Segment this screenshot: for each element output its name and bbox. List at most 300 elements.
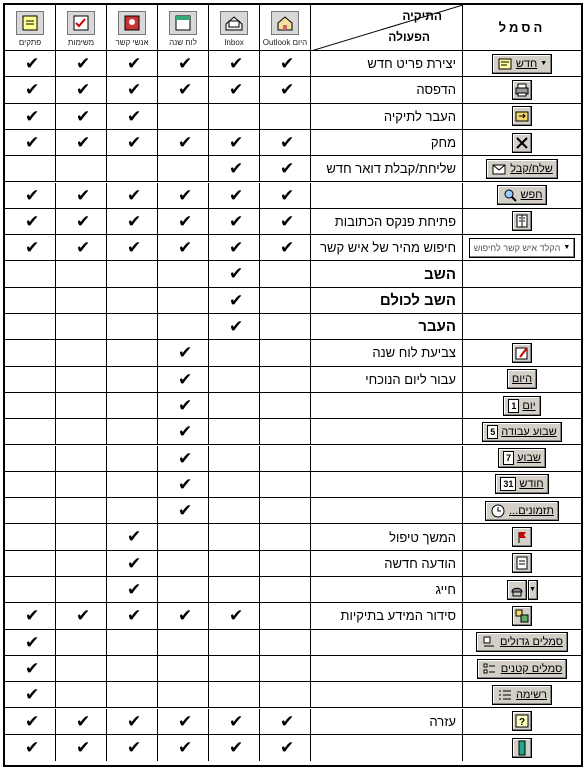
check-cell <box>158 288 209 314</box>
toolbar-symbol <box>512 527 532 547</box>
calendar-view-icon: 5 <box>487 425 498 439</box>
symbol-cell <box>463 446 581 472</box>
toolbar-button[interactable] <box>498 448 546 468</box>
quick-contact-search-combo[interactable] <box>469 238 576 258</box>
check-cell <box>209 682 260 708</box>
check-cell <box>107 709 158 735</box>
symbol-cell <box>463 709 581 735</box>
symbol-header-label: הסמל <box>498 20 546 35</box>
checkmark: ✔ <box>178 54 193 73</box>
check-cell <box>5 209 56 235</box>
checkmark: ✔ <box>280 211 295 231</box>
checkmark: ✔ <box>178 448 193 468</box>
checkmark: ✔ <box>280 80 295 100</box>
check-cell <box>56 183 107 209</box>
toolbar-button[interactable] <box>492 685 552 705</box>
symbol-cell <box>463 261 581 287</box>
toolbar-button-label: יום <box>522 399 536 412</box>
check-cell <box>5 524 56 550</box>
column-label: Outlook היום <box>262 38 308 47</box>
checkmark: ✔ <box>229 711 244 731</box>
move-to-folder-icon[interactable] <box>512 106 532 126</box>
check-cell <box>260 682 311 708</box>
calendar-icon <box>169 11 197 35</box>
check-cell <box>158 682 209 708</box>
checkmark: ✔ <box>178 132 193 152</box>
check-cell <box>5 261 56 287</box>
column-header-outlook-today <box>260 5 311 51</box>
checkmark: ✔ <box>178 737 193 757</box>
check-cell <box>56 130 107 156</box>
dial-icon[interactable] <box>507 580 527 600</box>
column-header-inbox <box>209 5 260 51</box>
check-cell <box>209 630 260 656</box>
check-cell <box>260 419 311 445</box>
find-icon <box>502 187 518 203</box>
check-cell <box>209 577 260 603</box>
check-cell <box>260 498 311 524</box>
check-cell <box>56 314 107 340</box>
check-cell <box>260 235 311 261</box>
checkmark: ✔ <box>76 737 91 757</box>
svg-text:?: ? <box>518 717 526 729</box>
checkmark: ✔ <box>229 211 244 231</box>
check-cell <box>56 577 107 603</box>
check-cell <box>158 340 209 366</box>
toolbar-button-label: חפש <box>520 189 543 202</box>
check-cell <box>107 682 158 708</box>
check-cell <box>209 288 260 314</box>
check-cell <box>5 51 56 77</box>
check-cell <box>158 261 209 287</box>
check-cell <box>107 419 158 445</box>
action-cell <box>311 630 463 656</box>
column-label: Inbox <box>224 38 244 47</box>
action-cell: הדפסה <box>311 77 463 103</box>
check-cell <box>5 577 56 603</box>
check-cell <box>107 735 158 761</box>
check-cell <box>158 656 209 682</box>
check-cell <box>209 524 260 550</box>
action-cell <box>311 419 463 445</box>
check-cell <box>56 393 107 419</box>
check-cell <box>56 603 107 629</box>
checkmark: ✔ <box>178 238 193 258</box>
checkmark: ✔ <box>76 106 91 126</box>
checkmark: ✔ <box>76 211 91 231</box>
color-calendar-icon[interactable] <box>512 343 532 363</box>
action-cell: עזרה <box>311 709 463 735</box>
action-cell: המשך טיפול <box>311 524 463 550</box>
symbol-cell <box>463 367 581 393</box>
symbol-cell <box>463 77 581 103</box>
check-cell <box>5 77 56 103</box>
check-cell <box>5 603 56 629</box>
check-cell <box>5 446 56 472</box>
check-cell <box>5 130 56 156</box>
check-cell <box>209 393 260 419</box>
check-cell <box>260 104 311 130</box>
toolbar-button-label: חדש <box>515 57 538 70</box>
checkmark: ✔ <box>229 80 244 100</box>
action-cell <box>311 393 463 419</box>
checkmark: ✔ <box>25 632 40 652</box>
check-cell <box>158 446 209 472</box>
check-cell <box>260 51 311 77</box>
checkmark: ✔ <box>178 422 193 442</box>
check-cell <box>209 183 260 209</box>
checkmark: ✔ <box>178 711 193 731</box>
symbol-cell <box>463 419 581 445</box>
check-cell <box>5 235 56 261</box>
check-cell <box>209 130 260 156</box>
check-cell <box>5 472 56 498</box>
check-cell <box>107 209 158 235</box>
checkmark: ✔ <box>178 185 193 205</box>
check-cell <box>158 51 209 77</box>
symbol-cell <box>463 156 581 182</box>
toolbar-button-label: סמלים קטנים <box>500 662 563 675</box>
toolbar-button-label: היום <box>511 373 533 386</box>
toolbar-symbol <box>512 106 532 126</box>
check-cell <box>158 735 209 761</box>
check-cell <box>107 340 158 366</box>
symbol-cell <box>463 472 581 498</box>
check-cell <box>158 709 209 735</box>
checkmark: ✔ <box>178 606 193 626</box>
list-icon <box>497 687 513 703</box>
action-cell: שליחת/קבלת דואר חדש <box>311 156 463 182</box>
toolbar-button[interactable] <box>495 474 548 494</box>
checkmark: ✔ <box>25 685 40 705</box>
column-label: פתקים <box>18 38 42 47</box>
toolbar-button-label: תזמונים... <box>509 504 554 517</box>
folder-header-label: התיקיה <box>402 9 442 23</box>
dropdown-arrow-icon: ▼ <box>563 244 571 252</box>
check-cell <box>56 340 107 366</box>
symbol-cell <box>463 524 581 550</box>
symbol-cell <box>463 314 581 340</box>
check-cell <box>107 551 158 577</box>
check-cell <box>107 77 158 103</box>
check-cell <box>56 682 107 708</box>
check-cell <box>158 393 209 419</box>
check-cell <box>56 288 107 314</box>
action-cell: חיפוש מהיר של איש קשר <box>311 235 463 261</box>
symbol-cell <box>463 104 581 130</box>
checkmark: ✔ <box>127 527 142 547</box>
checkmark: ✔ <box>178 501 193 521</box>
new-message-icon[interactable] <box>512 553 532 573</box>
symbol-cell <box>463 735 581 761</box>
check-cell <box>5 314 56 340</box>
check-cell <box>56 235 107 261</box>
checkmark: ✔ <box>25 80 40 100</box>
combo-placeholder: הקלד איש קשר לחיפוש <box>473 242 561 253</box>
check-cell <box>107 104 158 130</box>
checkmark: ✔ <box>76 80 91 100</box>
symbol-cell <box>463 682 581 708</box>
check-cell <box>107 393 158 419</box>
check-cell <box>209 156 260 182</box>
toolbar-button-label: רשימה <box>515 688 548 701</box>
checkmark: ✔ <box>127 711 142 731</box>
check-cell <box>5 656 56 682</box>
action-cell: יצירת פריט חדש <box>311 51 463 77</box>
check-cell <box>158 235 209 261</box>
toolbar-button-label: סמלים גדולים <box>499 636 564 649</box>
symbol-cell <box>463 551 581 577</box>
check-cell <box>5 393 56 419</box>
toolbar-button[interactable] <box>482 422 562 442</box>
check-cell <box>158 130 209 156</box>
check-cell <box>56 735 107 761</box>
checkmark: ✔ <box>76 606 91 626</box>
small-icons-icon <box>482 661 498 677</box>
toolbar-button[interactable] <box>507 369 537 389</box>
action-cell: מחק <box>311 130 463 156</box>
check-cell <box>56 446 107 472</box>
dropdown-arrow-icon[interactable]: ▼ <box>528 580 538 600</box>
check-cell <box>260 130 311 156</box>
check-cell <box>107 524 158 550</box>
checkmark: ✔ <box>25 132 40 152</box>
toolbar-symbol <box>512 211 532 231</box>
check-cell <box>107 156 158 182</box>
action-cell <box>311 446 463 472</box>
help-icon[interactable] <box>512 711 532 731</box>
check-cell <box>107 235 158 261</box>
check-cell <box>56 630 107 656</box>
checkmark: ✔ <box>76 54 91 73</box>
column-header-notes <box>5 5 56 51</box>
check-cell <box>158 524 209 550</box>
check-cell <box>107 577 158 603</box>
toolbar-button[interactable] <box>492 54 552 74</box>
checkmark: ✔ <box>76 238 91 258</box>
symbol-header <box>463 5 581 51</box>
check-cell <box>209 367 260 393</box>
check-cell <box>56 498 107 524</box>
symbol-cell <box>463 183 581 209</box>
check-cell <box>5 156 56 182</box>
check-cell <box>260 446 311 472</box>
toolbar-button[interactable] <box>485 501 559 521</box>
check-cell <box>260 261 311 287</box>
checkmark: ✔ <box>25 54 40 73</box>
follow-up-flag-icon[interactable] <box>512 527 532 547</box>
check-cell <box>107 472 158 498</box>
checkmark: ✔ <box>127 580 142 599</box>
check-cell <box>209 472 260 498</box>
check-cell <box>107 288 158 314</box>
checkmark: ✔ <box>25 185 40 205</box>
toolbar-button-label: שבוע עבודה <box>501 425 557 438</box>
check-cell <box>158 209 209 235</box>
outlook-bar-icon[interactable] <box>512 738 532 758</box>
check-cell <box>56 261 107 287</box>
checkmark: ✔ <box>229 290 244 310</box>
checkmark: ✔ <box>280 737 295 757</box>
check-cell <box>56 524 107 550</box>
action-header-label: הפעולה <box>388 30 430 44</box>
checkmark: ✔ <box>280 159 295 179</box>
symbol-cell <box>463 393 581 419</box>
toolbar-symbol <box>512 606 532 626</box>
printer-icon[interactable] <box>512 80 532 100</box>
check-cell <box>209 735 260 761</box>
checkmark: ✔ <box>229 264 244 284</box>
column-header-tasks <box>56 5 107 51</box>
check-cell <box>56 156 107 182</box>
symbol-cell <box>463 51 581 77</box>
notes-icon <box>16 11 44 35</box>
check-cell <box>209 603 260 629</box>
check-cell <box>5 183 56 209</box>
column-header-calendar <box>158 5 209 51</box>
dropdown-arrow-icon: ▼ <box>540 60 548 68</box>
check-cell <box>209 77 260 103</box>
check-cell <box>56 472 107 498</box>
checkmark: ✔ <box>229 132 244 152</box>
check-cell <box>107 261 158 287</box>
toolbar-button[interactable] <box>477 659 568 679</box>
action-cell: העבר לתיקיה <box>311 104 463 130</box>
check-cell <box>158 156 209 182</box>
check-cell <box>260 603 311 629</box>
check-cell <box>107 630 158 656</box>
check-cell <box>56 419 107 445</box>
check-cell <box>158 630 209 656</box>
toolbar-symbol <box>512 133 532 153</box>
action-cell <box>311 735 463 761</box>
toolbar-button[interactable] <box>476 632 568 652</box>
symbol-cell <box>463 235 581 261</box>
check-cell <box>5 682 56 708</box>
address-book-icon[interactable] <box>512 211 532 231</box>
toolbar-symbol <box>512 80 532 100</box>
action-folder-header <box>311 5 463 51</box>
symbol-cell <box>463 630 581 656</box>
check-cell <box>209 446 260 472</box>
checkmark: ✔ <box>127 553 142 573</box>
symbol-cell <box>463 340 581 366</box>
check-cell <box>56 51 107 77</box>
toolbar-button[interactable] <box>497 185 548 205</box>
checkmark: ✔ <box>76 711 91 731</box>
check-cell <box>209 314 260 340</box>
checkmark: ✔ <box>280 132 295 152</box>
checkmark: ✔ <box>127 185 142 205</box>
check-cell <box>260 340 311 366</box>
delete-icon[interactable] <box>512 133 532 153</box>
check-cell <box>56 209 107 235</box>
check-cell <box>107 446 158 472</box>
send-receive-icon <box>491 161 507 177</box>
checkmark: ✔ <box>127 54 142 73</box>
schedule-icon <box>490 503 506 519</box>
checkmark: ✔ <box>127 737 142 757</box>
check-cell <box>158 367 209 393</box>
symbol-cell <box>463 130 581 156</box>
check-cell <box>5 419 56 445</box>
check-cell <box>209 419 260 445</box>
symbol-cell <box>463 603 581 629</box>
check-cell <box>209 551 260 577</box>
toolbar-button[interactable] <box>486 159 558 179</box>
checkmark: ✔ <box>25 238 40 258</box>
check-cell <box>5 551 56 577</box>
check-cell <box>158 77 209 103</box>
check-cell <box>260 472 311 498</box>
column-label: אנשי קשר <box>115 38 149 47</box>
organize-icon[interactable] <box>512 606 532 626</box>
action-cell: השב <box>311 261 463 287</box>
checkmark: ✔ <box>280 54 295 73</box>
toolbar-button[interactable] <box>503 396 540 416</box>
toolbar-symbol <box>512 711 532 731</box>
calendar-view-icon: 1 <box>508 399 519 413</box>
checkmark: ✔ <box>127 106 142 126</box>
toolbar-button-label: שבוע <box>517 452 541 465</box>
check-cell <box>56 656 107 682</box>
command-reference-table <box>3 3 583 767</box>
check-cell <box>260 367 311 393</box>
symbol-cell <box>463 209 581 235</box>
check-cell <box>158 498 209 524</box>
checkmark: ✔ <box>280 711 295 731</box>
contacts-icon <box>118 11 146 35</box>
check-cell <box>5 288 56 314</box>
check-cell <box>260 551 311 577</box>
check-cell <box>209 261 260 287</box>
check-cell <box>107 183 158 209</box>
toolbar-button-label: שלח/קבל <box>510 162 553 175</box>
check-cell <box>260 314 311 340</box>
check-cell <box>260 393 311 419</box>
check-cell <box>158 577 209 603</box>
checkmark: ✔ <box>25 711 40 731</box>
symbol-cell <box>463 498 581 524</box>
check-cell <box>107 498 158 524</box>
checkmark: ✔ <box>76 132 91 152</box>
check-cell <box>260 735 311 761</box>
check-cell <box>260 183 311 209</box>
check-cell <box>260 288 311 314</box>
check-cell <box>107 603 158 629</box>
checkmark: ✔ <box>178 369 193 389</box>
check-cell <box>5 367 56 393</box>
new-item-icon <box>497 56 513 72</box>
checkmark: ✔ <box>127 80 142 100</box>
check-cell <box>209 656 260 682</box>
check-cell <box>107 130 158 156</box>
action-cell: צביעת לוח שנה <box>311 340 463 366</box>
checkmark: ✔ <box>280 185 295 205</box>
action-cell: השב לכולם <box>311 288 463 314</box>
check-cell <box>158 104 209 130</box>
inbox-icon <box>220 11 248 35</box>
check-cell <box>209 498 260 524</box>
check-cell <box>158 419 209 445</box>
check-cell <box>158 472 209 498</box>
action-cell: סידור המידע בתיקיות <box>311 603 463 629</box>
check-cell <box>209 104 260 130</box>
check-cell <box>260 524 311 550</box>
calendar-view-icon: 7 <box>503 451 514 465</box>
calendar-view-icon: 31 <box>500 477 516 491</box>
checkmark: ✔ <box>25 606 40 626</box>
